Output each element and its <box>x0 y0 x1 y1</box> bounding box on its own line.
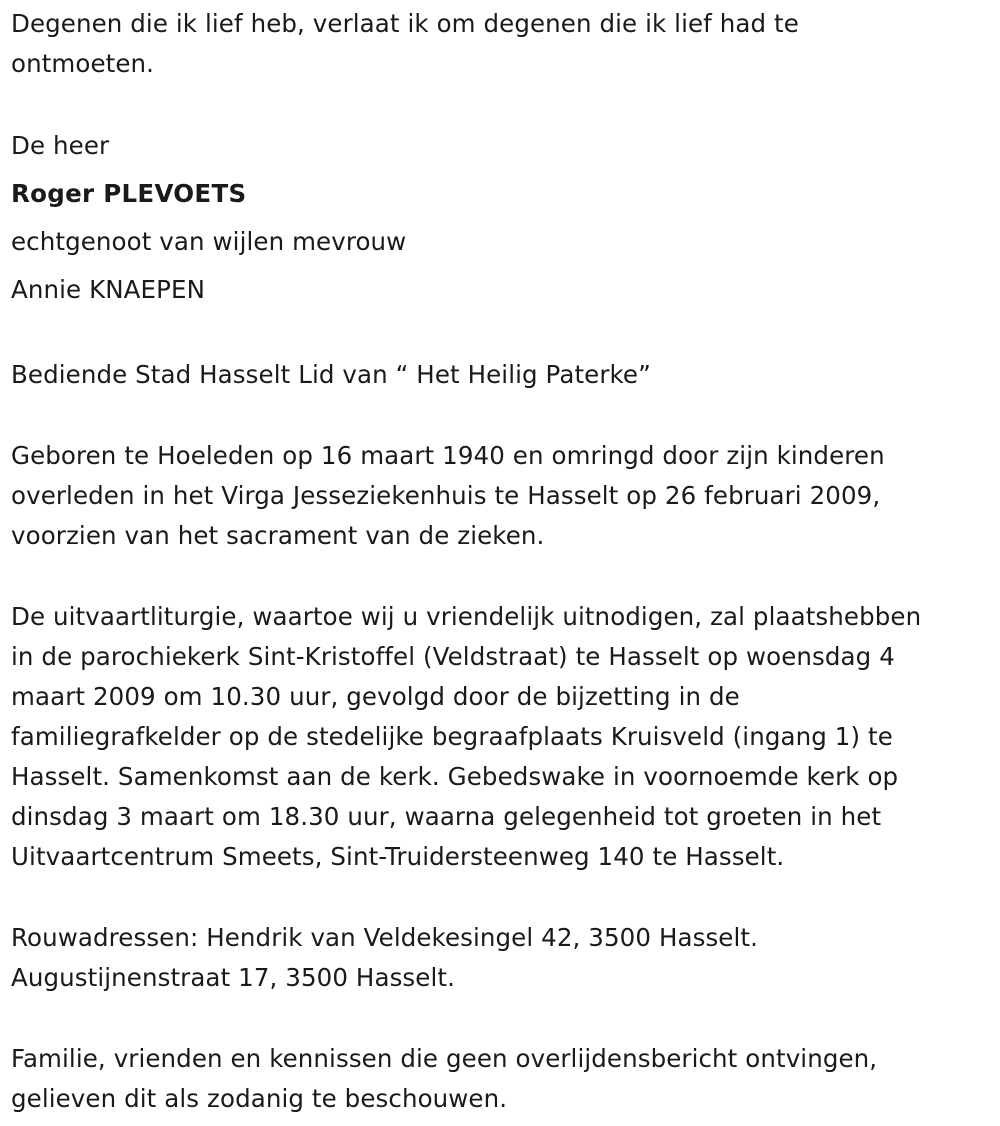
funeral-line: Hasselt. Samenkomst aan de kerk. Gebedswake in voornoemde kerk op <box>11 762 899 791</box>
deceased-name: Roger PLEVOETS <box>11 179 247 208</box>
funeral-line: maart 2009 om 10.30 uur, gevolgd door de bijzetting in de <box>11 682 740 711</box>
funeral-line: De uitvaartliturgie, waartoe wij u vriendelijk uitnodigen, zal plaatshebben <box>11 602 922 631</box>
closing-paragraph <box>11 1039 988 1119</box>
occupation-line: Bediende Stad Hasselt Lid van “ Het Heilig Paterke” <box>11 360 651 389</box>
birth-death-line: Geboren te Hoeleden op 16 maart 1940 en omringd door zijn kinderen <box>11 441 885 470</box>
address-line: Augustijnenstraat 17, 3500 Hasselt. <box>11 963 455 992</box>
birth-death-line: overleden in het Virga Jesseziekenhuis te Hasselt op 26 februari 2009, <box>11 481 881 510</box>
address-line: Rouwadressen: Hendrik van Veldekesingel 42, 3500 Hasselt. <box>11 923 758 952</box>
motto-paragraph <box>11 4 988 84</box>
occupation-paragraph <box>11 355 988 395</box>
motto-line: ontmoeten. <box>11 49 155 78</box>
salutation: De heer <box>11 131 110 160</box>
birth-death-line: voorzien van het sacrament van de zieken. <box>11 521 545 550</box>
birth-death-paragraph <box>11 436 988 556</box>
addresses-paragraph <box>11 918 988 998</box>
motto-line: Degenen die ik lief heb, verlaat ik om degenen die ik lief had te <box>11 9 799 38</box>
funeral-line: in de parochiekerk Sint-Kristoffel (Veldstraat) te Hasselt op woensdag 4 <box>11 642 895 671</box>
funeral-line: familiegrafkelder op de stedelijke begraafplaats Kruisveld (ingang 1) te <box>11 722 893 751</box>
spouse-prefix: echtgenoot van wijlen mevrouw <box>11 227 407 256</box>
closing-line: Familie, vrienden en kennissen die geen overlijdensbericht ontvingen, <box>11 1044 878 1073</box>
funeral-line: Uitvaartcentrum Smeets, Sint-Truidersteenweg 140 te Hasselt. <box>11 842 785 871</box>
funeral-paragraph <box>11 597 988 877</box>
funeral-line: dinsdag 3 maart om 18.30 uur, waarna gelegenheid tot groeten in het <box>11 802 882 831</box>
closing-line: gelieven dit als zodanig te beschouwen. <box>11 1084 508 1113</box>
spouse-name: Annie KNAEPEN <box>11 275 205 304</box>
announcement-block <box>11 122 988 314</box>
